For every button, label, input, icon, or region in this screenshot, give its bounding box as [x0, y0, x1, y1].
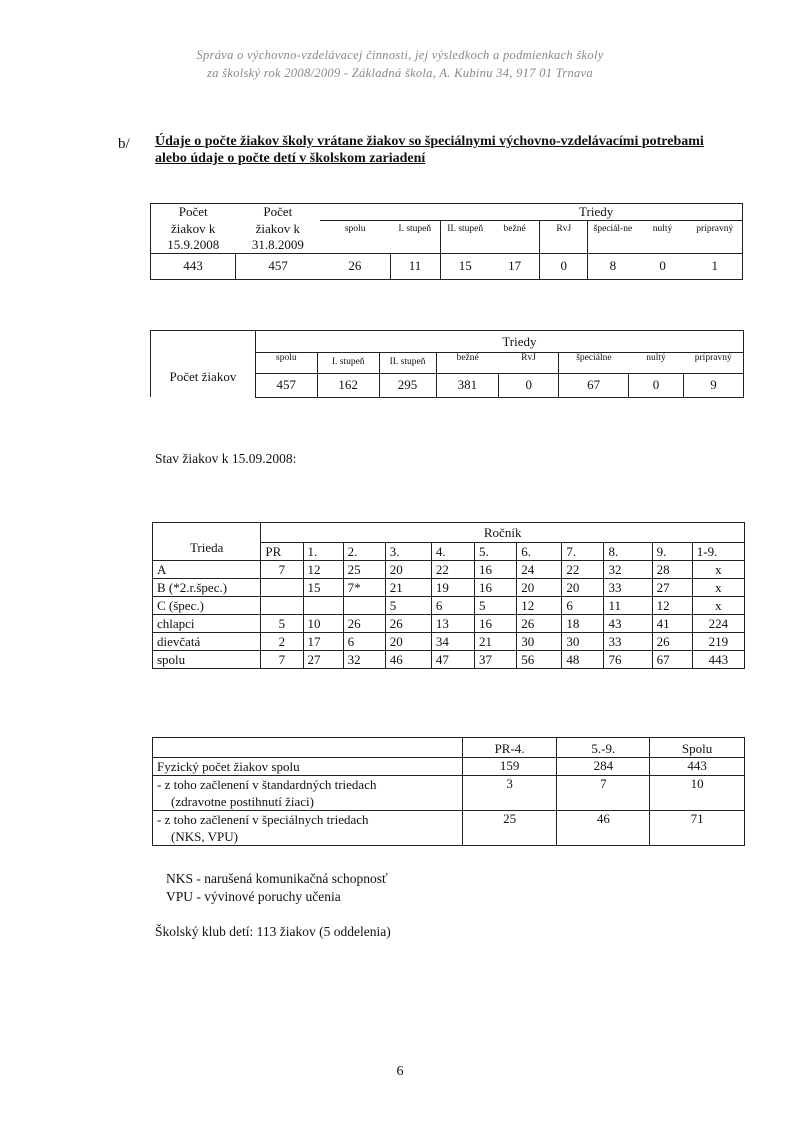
- t1-cell: 457: [235, 253, 320, 279]
- t3-cell: 41: [652, 615, 692, 633]
- t3-corner: Trieda: [153, 523, 261, 561]
- t3-cell: 28: [652, 561, 692, 579]
- t2-sub-rvj: RvJ: [521, 353, 536, 363]
- table-row: [153, 561, 745, 579]
- t3-cell: 219: [692, 633, 744, 651]
- t3-cell: 27: [303, 651, 343, 669]
- t3-cell: 30: [562, 633, 604, 651]
- table-pupil-counts-summary: [150, 330, 744, 398]
- t4-row-label: - z toho začlenení v špeciálnych triedach: [157, 812, 369, 827]
- t2-cell: 0: [499, 373, 559, 397]
- t3-cell: 46: [385, 651, 431, 669]
- t3-cell: x: [692, 579, 744, 597]
- t3-cell: 26: [385, 615, 431, 633]
- t1-sub-bezne: bežné: [490, 221, 540, 237]
- t2-cell: 9: [683, 373, 743, 397]
- t3-cell: 6: [562, 597, 604, 615]
- t3-cell: 12: [517, 597, 562, 615]
- t4-col-header: PR-4.: [462, 738, 557, 758]
- t3-row-label: chlapci: [153, 615, 261, 633]
- t3-cell: 47: [431, 651, 474, 669]
- t3-cell: 16: [475, 579, 517, 597]
- table-integrated-pupils: [152, 737, 745, 846]
- t3-cell: 6: [431, 597, 474, 615]
- t3-col-header: 9.: [652, 543, 692, 561]
- t1-cell: 15: [440, 253, 490, 279]
- t3-cell: 26: [517, 615, 562, 633]
- t3-group-header: Ročník: [261, 523, 745, 543]
- t2-sub-pripravny: prípravný: [683, 353, 743, 364]
- t3-col-header: 7.: [562, 543, 604, 561]
- t3-cell: 25: [343, 561, 385, 579]
- t2-cell: 162: [317, 373, 379, 397]
- t1-col1-line3: 15.9.2008: [151, 237, 236, 254]
- t3-cell: 11: [604, 597, 652, 615]
- t3-cell: 17: [303, 633, 343, 651]
- t1-col2-line2: žiakov k: [255, 220, 301, 236]
- t2-cell: 295: [379, 373, 436, 397]
- t3-col-header: 3.: [385, 543, 431, 561]
- t3-cell: 22: [431, 561, 474, 579]
- t1-cell: 11: [390, 253, 440, 279]
- t2-sub-spolu: spolu: [255, 353, 317, 364]
- t3-cell: 34: [431, 633, 474, 651]
- table-row: [153, 758, 745, 776]
- t3-cell: 443: [692, 651, 744, 669]
- t3-cell: 56: [517, 651, 562, 669]
- t4-col-header: Spolu: [650, 738, 745, 758]
- t3-cell: 32: [343, 651, 385, 669]
- t1-cell: 443: [151, 253, 236, 279]
- t3-cell: 33: [604, 579, 652, 597]
- t3-cell: 21: [475, 633, 517, 651]
- t2-cell: 0: [629, 373, 684, 397]
- t3-cell: 48: [562, 651, 604, 669]
- t1-sub-rvj: RvJ: [540, 221, 588, 237]
- t3-cell: 5: [475, 597, 517, 615]
- t3-cell: 33: [604, 633, 652, 651]
- t4-cell: 7: [557, 776, 650, 811]
- t4-cell: 71: [650, 811, 745, 846]
- t2-row-label: Počet žiakov: [151, 331, 256, 398]
- t3-cell: 16: [475, 561, 517, 579]
- t3-row-label: B (*2.r.špec.): [153, 579, 261, 597]
- table-row: [153, 651, 745, 669]
- t2-group-header: Triedy: [255, 331, 743, 353]
- running-header-line-1: Správa o výchovno-vzdelávacej činnosti, jej výsledkoch a podmienkach školy: [196, 48, 604, 62]
- t3-cell: 224: [692, 615, 744, 633]
- t1-cell: 0: [540, 253, 588, 279]
- t1-sub-pripravny: prípravný: [688, 221, 743, 237]
- t3-row-label: C (špec.): [153, 597, 261, 615]
- t3-cell: 10: [303, 615, 343, 633]
- t3-cell: 12: [652, 597, 692, 615]
- t3-cell: 21: [385, 579, 431, 597]
- t3-cell: 20: [562, 579, 604, 597]
- table-row: [153, 597, 745, 615]
- t1-cell: 26: [320, 253, 390, 279]
- t3-row-label: spolu: [153, 651, 261, 669]
- t2-sub-nulty: nultý: [646, 353, 666, 363]
- t4-cell: 46: [557, 811, 650, 846]
- t3-row-label: dievčatá: [153, 633, 261, 651]
- t4-cell: 443: [650, 758, 745, 776]
- t1-cell: 0: [638, 253, 688, 279]
- t1-cell: 17: [490, 253, 540, 279]
- t3-col-header: 1.: [303, 543, 343, 561]
- t3-cell: [343, 597, 385, 615]
- t1-cell: 8: [588, 253, 638, 279]
- section-title: Údaje o počte žiakov školy vrátane žiakov so špeciálnymi výchovno-vzdelávacími potrebami alebo údaje o počte detí v školskom zariadení: [155, 134, 704, 166]
- t2-cell: 381: [436, 373, 499, 397]
- t1-col1-line2: žiakov k: [151, 221, 236, 237]
- t4-cell: 159: [462, 758, 557, 776]
- t3-cell: 20: [385, 633, 431, 651]
- t3-cell: 5: [261, 615, 303, 633]
- t3-cell: 76: [604, 651, 652, 669]
- page-number: 6: [396, 1064, 404, 1079]
- t3-cell: [261, 597, 303, 615]
- t3-col-header: 4.: [431, 543, 474, 561]
- t2-sub-stupen1: I. stupeň: [317, 353, 379, 374]
- t2-cell: 67: [559, 373, 629, 397]
- t3-cell: 12: [303, 561, 343, 579]
- table-row: [153, 811, 745, 846]
- t3-col-header: 1-9.: [692, 543, 744, 561]
- t1-col2-line1: Počet: [235, 204, 320, 221]
- running-header-line-2: za školský rok 2008/2009 - Základná škola, A. Kubinu 34, 917 01 Trnava: [207, 66, 593, 80]
- t3-col-header: 2.: [343, 543, 385, 561]
- t1-group-header: Triedy: [320, 204, 742, 221]
- t3-row-label: A: [153, 561, 261, 579]
- note-vpu: VPU - vývinové poruchy učenia: [166, 889, 341, 904]
- t3-col-header: 6.: [517, 543, 562, 561]
- t3-cell: 27: [652, 579, 692, 597]
- t4-cell: 3: [462, 776, 557, 811]
- t3-cell: 20: [385, 561, 431, 579]
- t3-cell: 20: [517, 579, 562, 597]
- t2-sub-bezne: bežné: [436, 353, 499, 364]
- t3-cell: 24: [517, 561, 562, 579]
- t2-sub-specialne: špeciálne: [559, 353, 629, 364]
- t3-col-header: 5.: [475, 543, 517, 561]
- t4-col-header: 5.-9.: [557, 738, 650, 758]
- t4-row-sublabel: (NKS, VPU): [171, 829, 238, 844]
- t3-cell: 6: [343, 633, 385, 651]
- t4-row-sublabel: (zdravotne postihnutí žiaci): [171, 794, 314, 809]
- t1-col1-line1: Počet: [151, 204, 236, 221]
- section-letter: b/: [118, 136, 130, 152]
- t3-cell: 32: [604, 561, 652, 579]
- status-caption: Stav žiakov k 15.09.2008:: [155, 451, 297, 466]
- t3-cell: 37: [475, 651, 517, 669]
- t3-col-header: 8.: [604, 543, 652, 561]
- t1-cell: 1: [688, 253, 743, 279]
- t4-cell: 10: [650, 776, 745, 811]
- t4-cell: 284: [557, 758, 650, 776]
- t1-sub-stupen2: II. stupeň: [440, 221, 490, 237]
- t3-col-header: PR: [261, 543, 303, 561]
- t3-cell: [261, 579, 303, 597]
- t4-cell: 25: [462, 811, 557, 846]
- table-row: [153, 579, 745, 597]
- t3-cell: 5: [385, 597, 431, 615]
- t4-row-label: - z toho začlenení v štandardných triedach: [157, 777, 377, 792]
- note-nks: NKS - narušená komunikačná schopnosť: [166, 871, 388, 886]
- t3-cell: 26: [652, 633, 692, 651]
- t1-sub-specialne: špeciál-ne: [588, 221, 638, 237]
- table-pupil-counts-detail: [150, 203, 743, 280]
- table-row: [153, 615, 745, 633]
- t3-cell: 7: [261, 561, 303, 579]
- t3-cell: 22: [562, 561, 604, 579]
- table-pupils-by-grade: [152, 522, 745, 669]
- t3-cell: 19: [431, 579, 474, 597]
- note-school-club: Školský klub detí: 113 žiakov (5 oddelenia): [155, 924, 391, 939]
- t1-sub-nulty: nultý: [638, 221, 688, 237]
- t3-cell: x: [692, 561, 744, 579]
- t1-sub-spolu: spolu: [320, 221, 390, 237]
- t3-cell: 26: [343, 615, 385, 633]
- t3-cell: 13: [431, 615, 474, 633]
- t2-cell: 457: [255, 373, 317, 397]
- table-row: [153, 776, 745, 811]
- t3-cell: 30: [517, 633, 562, 651]
- t3-cell: [303, 597, 343, 615]
- table-row: [153, 633, 745, 651]
- t3-cell: x: [692, 597, 744, 615]
- t1-col2-line3: 31.8.2009: [235, 237, 320, 254]
- t3-cell: 7: [261, 651, 303, 669]
- t3-cell: 7*: [343, 579, 385, 597]
- t3-cell: 15: [303, 579, 343, 597]
- t3-cell: 67: [652, 651, 692, 669]
- t3-cell: 18: [562, 615, 604, 633]
- t4-row-label: Fyzický počet žiakov spolu: [157, 759, 300, 774]
- t3-cell: 43: [604, 615, 652, 633]
- t2-sub-stupen2: II. stupeň: [379, 353, 436, 374]
- t3-cell: 16: [475, 615, 517, 633]
- t1-sub-stupen1: I. stupeň: [390, 221, 440, 237]
- t3-cell: 2: [261, 633, 303, 651]
